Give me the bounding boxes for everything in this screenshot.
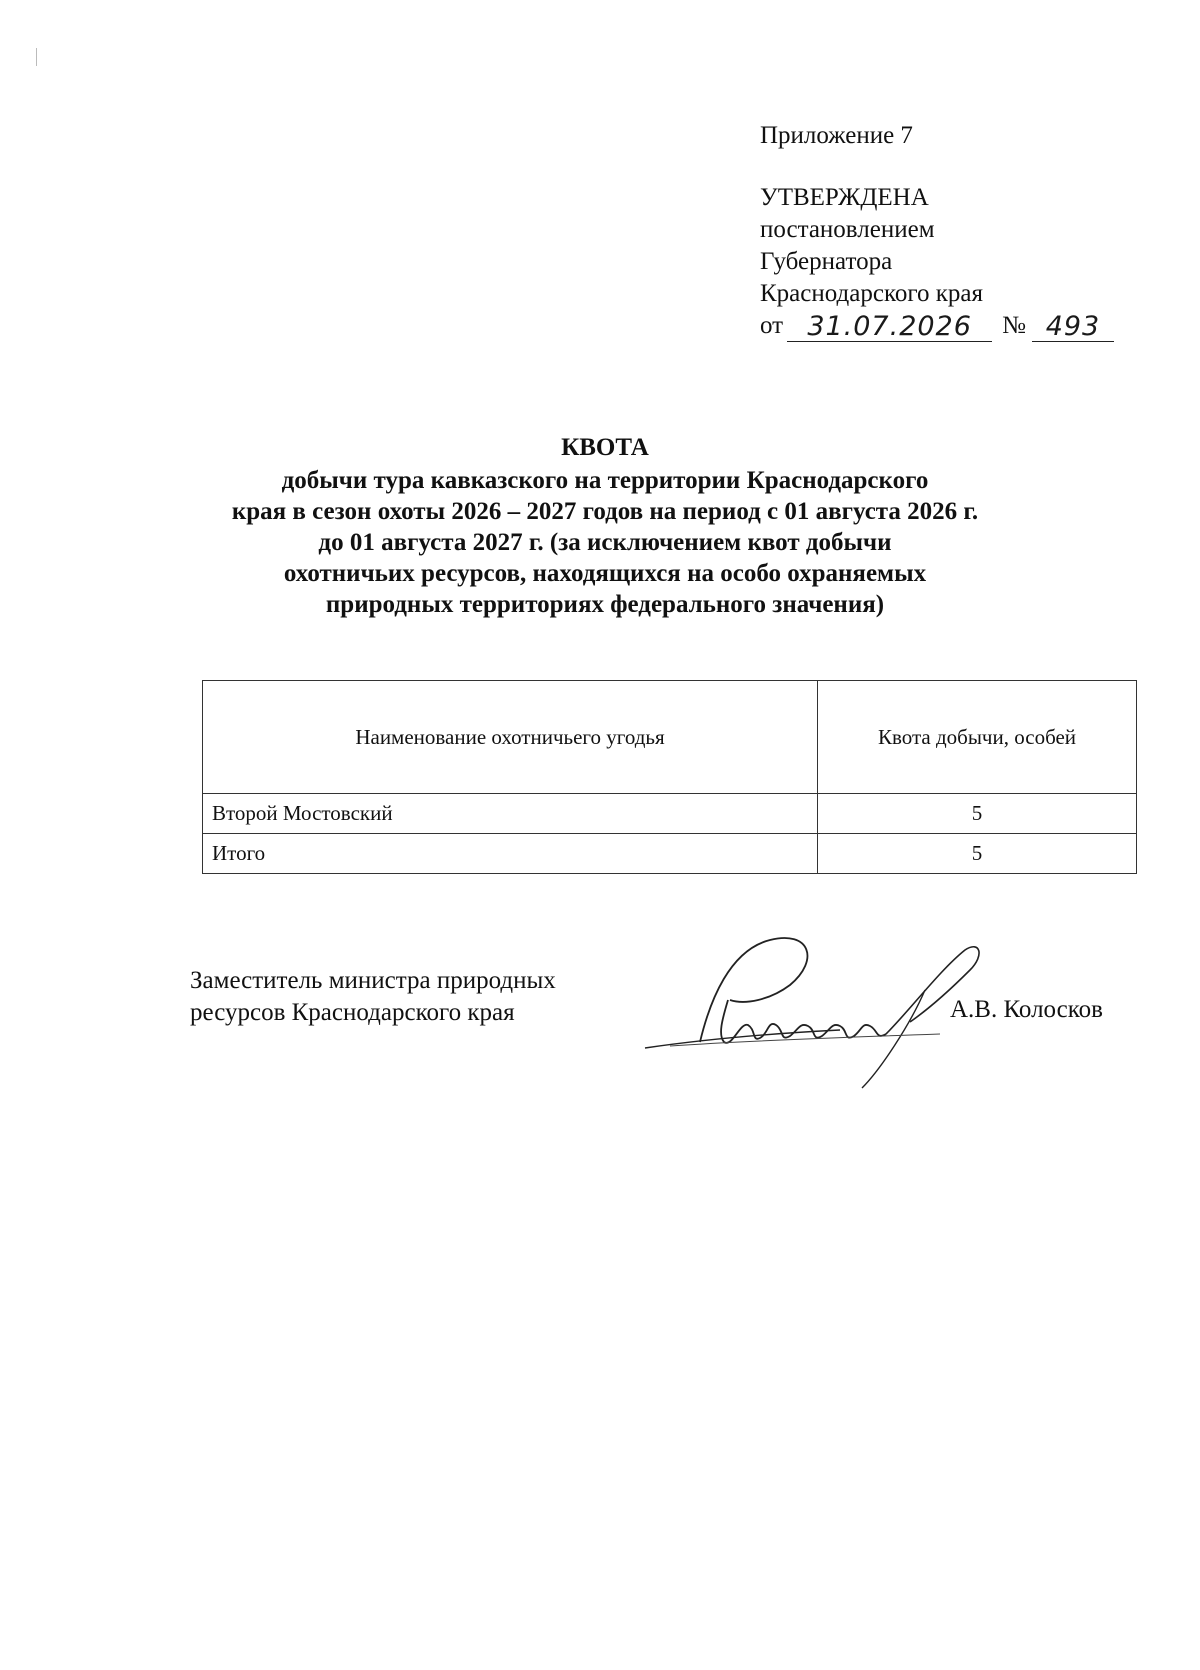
quota-table [202,680,1137,874]
number-sign: № [1002,312,1026,339]
title-line-2: края в сезон охоты 2026 – 2027 годов на период с 01 августа 2026 г. [231,498,979,525]
approval-line-3: Краснодарского края [760,280,983,307]
signer-position [190,965,556,1029]
header-hunting-ground: Наименование охотничьего угодья [203,681,818,794]
title-line-4: охотничьих ресурсов, находящихся на особо охраняемых [283,560,927,587]
approval-line-1: постановлением [760,216,935,243]
approval-block [760,120,1114,342]
table-header-row [203,681,1137,794]
row-value: 5 [818,794,1137,834]
document-title [190,432,1020,620]
title-line-3: до 01 августа 2027 г. (за исключением квот добычи [318,529,892,556]
table-row [203,794,1137,834]
title-line-1: добычи тура кавказского на территории Краснодарского [281,467,929,494]
date-number-line [760,310,1114,342]
signer-name: А.В. Колосков [950,996,1103,1023]
total-value: 5 [818,834,1137,874]
title-line-5: природных территориях федерального значения) [325,591,885,618]
appendix-label: Приложение 7 [760,122,913,149]
title-main: КВОТА [561,434,649,461]
handwritten-date: 31.07.2026 [787,311,992,342]
signer-position-line-1: Заместитель министра природных [190,967,556,994]
row-name: Второй Мостовский [203,794,818,834]
scan-artifact [36,48,37,66]
header-quota: Квота добычи, особей [818,681,1137,794]
date-prefix: от [760,312,784,339]
table-row-total [203,834,1137,874]
approved-stamp-text: УТВЕРЖДЕНА [760,184,929,211]
approval-line-2: Губернатора [760,248,893,275]
total-label: Итого [203,834,818,874]
handwritten-number: 493 [1032,311,1114,342]
spacer [760,152,1114,182]
signer-position-line-2: ресурсов Краснодарского края [190,999,515,1026]
